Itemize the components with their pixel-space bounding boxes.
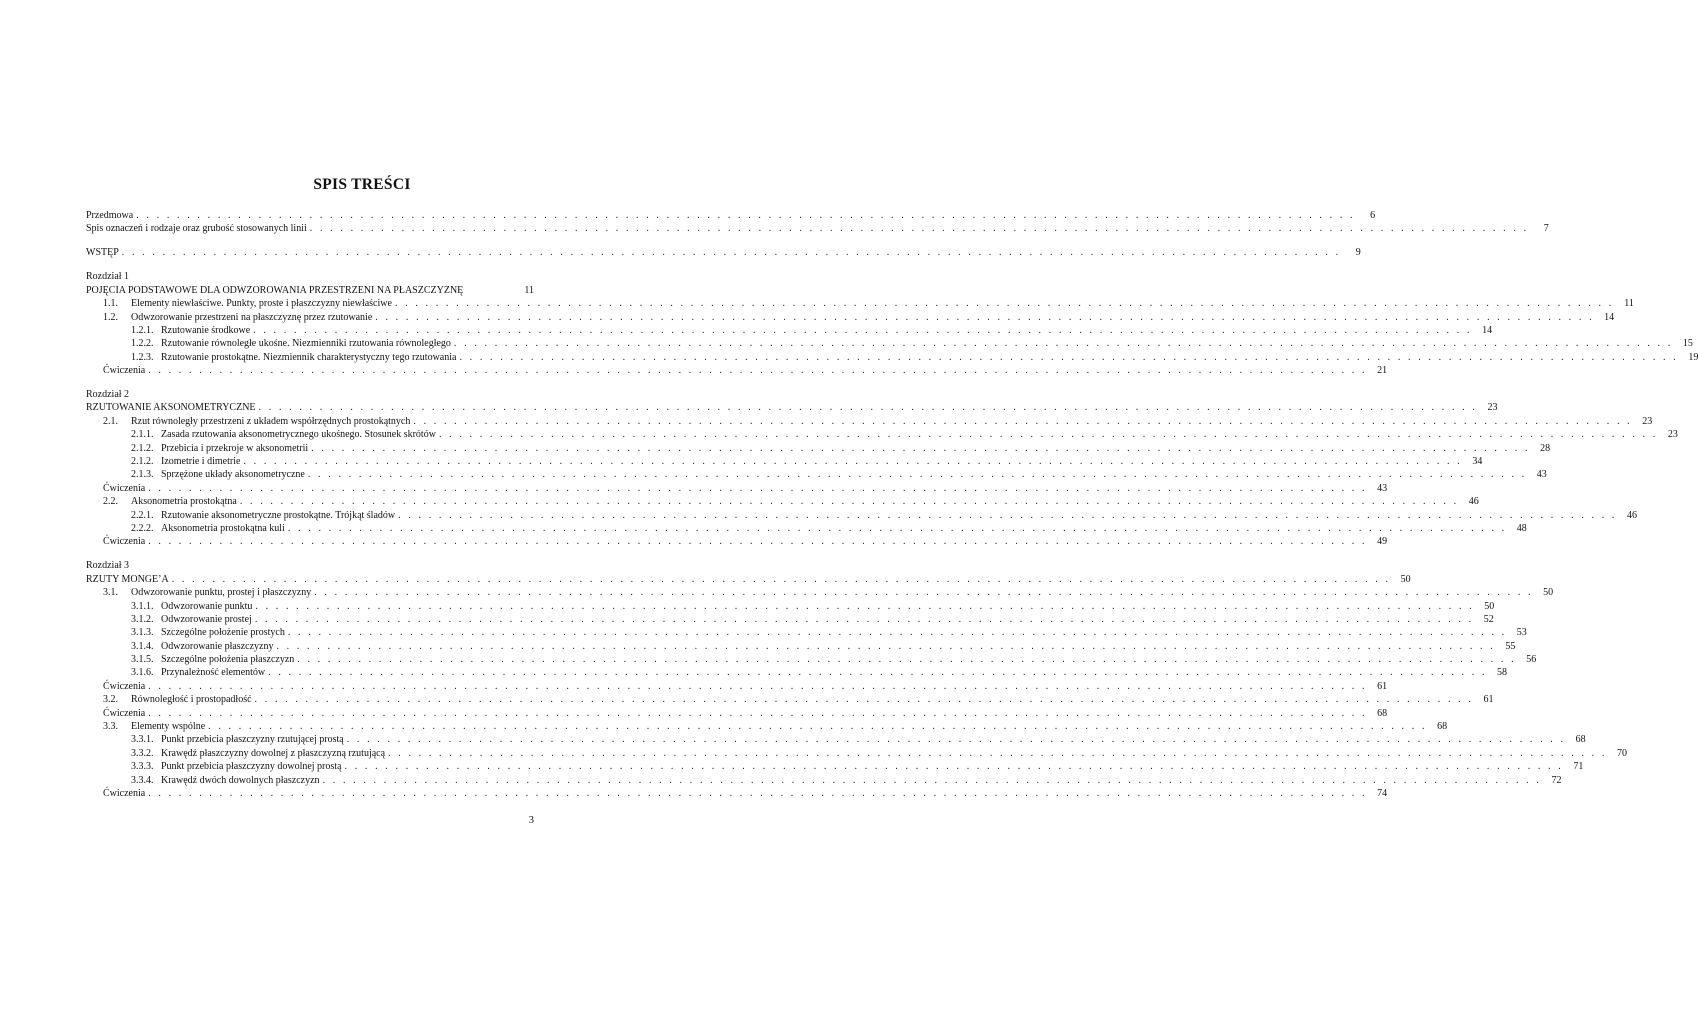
toc-entry-page: 23 <box>1667 429 1678 441</box>
toc-entry-label: Aksonometria prostokątna <box>131 496 237 508</box>
toc-entry-page: 34 <box>1472 456 1483 468</box>
toc-entry-page: 50 <box>1543 587 1554 599</box>
toc-entry-label: Zasada rzutowania aksonometrycznego ukośnego. Stosunek skrótów <box>161 429 436 441</box>
toc-entry <box>86 522 1527 535</box>
toc-entry-number: 3.1.6. <box>131 667 154 679</box>
dot-leader: . . . . . . . . . . . . . . . . . . . . . . . . . . . . . . . . . . . . . . . . . . . . . . . . . . . . . . . . . . . . . . . . . . . . . . . . . . . . . . . . . . . . . . . . . . . . . . . . . . . . . . . . . . . . . . . . . . . . . . . . <box>394 298 1614 310</box>
toc-entry-number: 3.1.5. <box>131 654 154 666</box>
toc-entry-label: Rzut równoległy przestrzeni z układem współrzędnych prostokątnych <box>131 415 411 427</box>
toc-entry-page: 23 <box>1487 402 1498 414</box>
toc-entry <box>86 337 1693 350</box>
toc-entry-number: 2.2.2. <box>131 522 154 534</box>
dot-leader: . . . . . . . . . . . . . . . . . . . . . . . . . . . . . . . . . . . . . . . . . . . . . . . . . . . . . . . . . . . . . . . . . . . . . . . . . . . . . . . . . . . . . . . . . . . . . . . . . . . . . . . . . . . . . . . . . . . . . . . . <box>148 707 1368 719</box>
toc-entry <box>86 640 1516 653</box>
dot-leader: . . . . . . . . . . . . . . . . . . . . . . . . . . . . . . . . . . . . . . . . . . . . . . . . . . . . . . . . . . . . . . . . . . . . . . . . . . . . . . . . . . . . . . . . . . . . . . . . . . . . . . . . . . . . . . . . . . . . . . . . <box>287 627 1507 639</box>
toc-entry <box>86 246 1361 259</box>
toc-entry-page: 58 <box>1497 667 1508 679</box>
toc-entry-page: 11 <box>1624 298 1634 310</box>
toc-entry-label: Rzutowanie równoległe ukośne. Niezmienniki rzutowania równoległego <box>161 338 451 350</box>
dot-leader: . . . . . . . . . . . . . . . . . . . . . . . . . . . . . . . . . . . . . . . . . . . . . . . . . . . . . . . . . . . . . . . . . . . . . . . . . . . . . . . . . . . . . . . . . . . . . . . . . . . . . . . . . . . . . . . . . . . . . . . . <box>136 210 1356 221</box>
dot-leader: . . . . . . . . . . . . . . . . . . . . . . . . . . . . . . . . . . . . . . . . . . . . . . . . . . . . . . . . . . . . . . . . . . . . . . . . . . . . . . . . . . . . . . . . . . . . . . . . . . . . . . . . . . . . . . . . . . . . . . . . <box>346 734 1566 746</box>
toc-entry-label: Krawędź dwóch dowolnych płaszczyzn <box>161 774 320 786</box>
toc-entry <box>86 468 1547 481</box>
toc-entry-page: 14 <box>1482 324 1493 336</box>
dot-leader: . . . . . . . . . . . . . . . . . . . . . . . . . . . . . . . . . . . . . . . . . . . . . . . . . . . . . . . . . . . . . . . . . . . . . . . . . . . . . . . . . . . . . . . . . . . . . . . . . . . . . . . . . . . . . . . . . . . . . . . . <box>307 469 1527 481</box>
page-folio: 3 <box>528 815 534 826</box>
toc-entry <box>86 600 1495 613</box>
dot-leader: . . . . . . . . . . . . . . . . . . . . . . . . . . . . . . . . . . . . . . . . . . . . . . . . . . . . . . . . . . . . . . . . . . . . . . . . . . . . . . . . . . . . . . . . . . . . . . . . . . . . . . . . . . . . . . . . . . . . . . . . <box>375 311 1595 323</box>
toc-entry <box>86 455 1483 468</box>
toc-entry-number: 3.1.2. <box>131 613 154 625</box>
toc-entry-number: 3.2. <box>103 694 118 706</box>
toc-entry-label: Rzutowanie aksonometryczne prostokątne. Trójkąt śladów <box>161 509 396 521</box>
toc-entry <box>86 388 534 401</box>
toc-entry-page: 52 <box>1483 613 1494 625</box>
toc-entry-number: 3.1. <box>103 587 118 599</box>
toc-entry-label: Odwzorowanie płaszczyzny <box>161 640 274 652</box>
toc-entry-label: Punkt przebicia płaszczyzny rzutującej prostą <box>161 734 344 746</box>
toc-entry-label: Odwzorowanie punktu, prostej i płaszczyzny <box>131 587 312 599</box>
toc-entry-page: 48 <box>1516 522 1527 534</box>
toc-entry-label: Ćwiczenia <box>103 788 146 799</box>
toc-entry-page: 70 <box>1616 747 1627 759</box>
toc-entry <box>86 364 1388 377</box>
table-of-contents <box>86 209 1698 800</box>
dot-leader: . . . . . . . . . . . . . . . . . . . . . . . . . . . . . . . . . . . . . . . . . . . . . . . . . . . . . . . . . . . . . . . . . . . . . . . . . . . . . . . . . . . . . . . . . . . . . . . . . . . . . . . . . . . . . . . . . . . . . . . . <box>276 640 1496 652</box>
toc-entry <box>86 482 1388 495</box>
toc-entry-page: 21 <box>1377 365 1388 377</box>
toc-entry-label: Odwzorowanie prostej <box>161 613 252 625</box>
toc-entry-page: 15 <box>1682 338 1693 350</box>
toc-entry-label: RZUTOWANIE AKSONOMETRYCZNE <box>86 402 256 414</box>
dot-leader: . . . . . . . . . . . . . . . . . . . . . . . . . . . . . . . . . . . . . . . . . . . . . . . . . . . . . . . . . . . . . . . . . . . . . . . . . . . . . . . . . . . . . . . . . . . . . . . . . . . . . . . . . . . . . . . . . . . . . . . . <box>253 324 1473 336</box>
toc-entry-label: WSTĘP <box>86 247 119 259</box>
toc-entry-page: 68 <box>1575 734 1586 746</box>
dot-leader: . . . . . . . . . . . . . . . . . . . . . . . . . . . . . . . . . . . . . . . . . . . . . . . . . . . . . . . . . . . . . . . . . . . . . . . . . . . . . . . . . . . . . . . . . . . . . . . . . . . . . . . . . . . . . . . . . . . . . . . . <box>322 774 1542 786</box>
toc-entry-number: 3.3.1. <box>131 734 154 746</box>
toc-entry <box>86 401 1498 414</box>
toc-entry <box>86 311 1615 324</box>
dot-leader: . . . . . . . . . . . . . . . . . . . . . . . . . . . . . . . . . . . . . . . . . . . . . . . . . . . . . . . . . . . . . . . . . . . . . . . . . . . . . . . . . . . . . . . . . . . . . . . . . . . . . . . . . . . . . . . . . . . . . . . . <box>398 509 1618 521</box>
toc-entry-number: 1.1. <box>103 298 118 310</box>
toc-entry-page: 46 <box>1627 509 1638 521</box>
dot-leader: . . . . . . . . . . . . . . . . . . . . . . . . . . . . . . . . . . . . . . . . . . . . . . . . . . . . . . . . . . . . . . . . . . . . . . . . . . . . . . . . . . . . . . . . . . . . . . . . . . . . . . . . . . . . . . . . . . . . . . . . <box>287 522 1507 534</box>
toc-entry-label: Ćwiczenia <box>103 680 146 692</box>
toc-entry-page: 72 <box>1551 774 1562 786</box>
toc-entry-page: 19 <box>1688 351 1698 363</box>
toc-entry-label: Przynależność elementów <box>161 667 266 679</box>
toc-entry <box>86 747 1627 760</box>
toc-entry <box>86 613 1494 626</box>
toc-entry-number: 2.1.3. <box>131 469 154 481</box>
toc-entry-label: Ćwiczenia <box>103 536 146 548</box>
toc-entry <box>86 733 1586 746</box>
toc-entry <box>86 351 1698 364</box>
toc-entry-page: 50 <box>1400 573 1411 585</box>
toc-entry <box>86 666 1508 679</box>
toc-entry-page: 7 <box>1543 223 1549 235</box>
toc-entry-label: Ćwiczenia <box>103 365 146 377</box>
toc-entry-label: POJĘCIA PODSTAWOWE DLA ODWZOROWANIA PRZESTRZENI NA PŁASZCZYZNĘ <box>86 284 464 296</box>
dot-leader: . . . . . . . . . . . . . . . . . . . . . . . . . . . . . . . . . . . . . . . . . . . . . . . . . . . . . . . . . . . . . . . . . . . . . . . . . . . . . . . . . . . . . . . . . . . . . . . . . . . . . . . . . . . . . . . . . . . . . . . . <box>438 429 1658 441</box>
toc-entry-page: 61 <box>1377 680 1388 692</box>
toc-entry-label: Sprzężone układy aksonometryczne <box>161 469 305 481</box>
toc-entry-label: Rozdział 1 <box>86 271 130 283</box>
dot-leader: . . . . . . . . . . . . . . . . . . . . . . . . . . . . . . . . . . . . . . . . . . . . . . . . . . . . . . . . . . . . . . . . . . . . . . . . . . . . . . . . . . . . . . . . . . . . . . . . . . . . . . . . . . . . . . . . . . . . . . . . <box>453 338 1673 350</box>
toc-entry-page: 23 <box>1642 415 1653 427</box>
toc-entry-label: Szczególne położenia płaszczyzn <box>161 654 295 666</box>
toc-entry <box>86 559 534 572</box>
toc-entry-page: 43 <box>1536 469 1547 481</box>
toc-entry-page: 14 <box>1604 311 1615 323</box>
toc-entry-page: 55 <box>1505 640 1516 652</box>
toc-entry <box>86 428 1678 441</box>
toc-entry <box>86 760 1584 773</box>
toc-entry-label: Przedmowa <box>86 210 134 221</box>
dot-leader: . . . . . . . . . . . . . . . . . . . . . . . . . . . . . . . . . . . . . . . . . . . . . . . . . . . . . . . . . . . . . . . . . . . . . . . . . . . . . . . . . . . . . . . . . . . . . . . . . . . . . . . . . . . . . . . . . . . . . . . . <box>148 536 1368 548</box>
toc-entry <box>86 586 1554 599</box>
toc-entry-page: 28 <box>1540 442 1551 454</box>
dot-leader: . . . . . . . . . . . . . . . . . . . . . . . . . . . . . . . . . . . . . . . . . . . . . . . . . . . . . . . . . . . . . . . . . . . . . . . . . . . . . . . . . . . . . . . . . . . . . . . . . . . . . . . . . . . . . . . . . . . . . . . . <box>388 747 1607 759</box>
toc-entry <box>86 573 1411 586</box>
toc-entry <box>86 535 1388 548</box>
dot-leader: . . . . . . . . . . . . . . . . . . . . . . . . . . . . . . . . . . . . . . . . . . . . . . . . . . . . . . . . . . . . . . . . . . . . . . . . . . . . . . . . . . . . . . . . . . . . . . . . . . . . . . . . . . . . . . . . . . . . . . . . <box>413 415 1633 427</box>
toc-entry-page: 49 <box>1377 536 1388 548</box>
toc-entry-number: 2.2. <box>103 496 118 508</box>
dot-leader: . . . . . . . . . . . . . . . . . . . . . . . . . . . . . . . . . . . . . . . . . . . . . . . . . . . . . . . . . . . . . . . . . . . . . . . . . . . . . . . . . . . . . . . . . . . . . . . . . . . . . . . . . . . . . . . . . . . . . . . . <box>148 680 1368 692</box>
toc-entry-label: RZUTY MONGE’A <box>86 573 169 585</box>
toc-entry <box>86 707 1388 720</box>
toc-entry <box>86 495 1479 508</box>
toc-entry-page: 68 <box>1377 707 1388 719</box>
toc-entry-label: Elementy niewłaściwe. Punkty, proste i płaszczyzny niewłaściwe <box>131 298 392 310</box>
toc-entry-page: 56 <box>1526 654 1537 666</box>
toc-entry-page: 43 <box>1377 482 1388 494</box>
dot-leader: . . . . . . . . . . . . . . . . . . . . . . . . . . . . . . . . . . . . . . . . . . . . . . . . . . . . . . . . . . . . . . . . . . . . . . . . . . . . . . . . . . . . . . . . . . . . . . . . . . . . . . . . . . . . . . . . . . . . . . . . <box>459 351 1679 363</box>
toc-entry-label: Aksonometria prostokątna kuli <box>161 522 285 534</box>
toc-entry <box>86 774 1562 787</box>
toc-entry-label: Krawędź płaszczyzny dowolnej z płaszczyzną rzutującą <box>161 747 386 759</box>
toc-entry-page: 53 <box>1516 627 1527 639</box>
dot-leader: . . . . . . . . . . . . . . . . . . . . . . . . . . . . . . . . . . . . . . . . . . . . . . . . . . . . . . . . . . . . . . . . . . . . . . . . . . . . . . . . . . . . . . . . . . . . . . . . . . . . . . . . . . . . . . . . . . . . . . . . <box>148 788 1368 799</box>
toc-entry-label: Izometrie i dimetrie <box>161 456 241 468</box>
toc-entry-label: Punkt przebicia płaszczyzny dowolnej prostą <box>161 761 342 773</box>
toc-entry <box>86 653 1537 666</box>
toc-entry <box>86 626 1527 639</box>
toc-entry-number: 1.2.3. <box>131 351 154 363</box>
toc-entry-number: 3.1.3. <box>131 627 154 639</box>
toc-entry-page: 9 <box>1355 247 1361 259</box>
dot-leader: . . . . . . . . . . . . . . . . . . . . . . . . . . . . . . . . . . . . . . . . . . . . . . . . . . . . . . . . . . . . . . . . . . . . . . . . . . . . . . . . . . . . . . . . . . . . . . . . . . . . . . . . . . . . . . . . . . . . . . . . <box>148 365 1368 377</box>
toc-entry-number: 1.2. <box>103 311 118 323</box>
toc-entry <box>86 209 1376 222</box>
dot-leader: . . . . . . . . . . . . . . . . . . . . . . . . . . . . . . . . . . . . . . . . . . . . . . . . . . . . . . . . . . . . . . . . . . . . . . . . . . . . . . . . . . . . . . . . . . . . . . . . . . . . . . . . . . . . . . . . . . . . . . . . <box>208 721 1428 733</box>
toc-entry-label: Rzutowanie prostokątne. Niezmiennik charakterystyczny tego rzutowania <box>161 351 457 363</box>
toc-entry-label: Ćwiczenia <box>103 482 146 494</box>
toc-entry-number: 3.3. <box>103 721 118 733</box>
toc-entry-label: Elementy wspólne <box>131 721 206 733</box>
toc-entry-number: 2.1.1. <box>131 429 154 441</box>
toc-entry-page: 71 <box>1573 761 1584 773</box>
dot-leader: . . . . . . . . . . . . . . . . . . . . . . . . . . . . . . . . . . . . . . . . . . . . . . . . . . . . . . . . . . . . . . . . . . . . . . . . . . . . . . . . . . . . . . . . . . . . . . . . . . . . . . . . . . . . . . . . . . . . . . . . <box>309 223 1529 235</box>
toc-entry-label: Rzutowanie środkowe <box>161 324 251 336</box>
toc-entry-number: 2.1.2. <box>131 456 154 468</box>
dot-leader: . . . . . . . . . . . . . . . . . . . . . . . . . . . . . . . . . . . . . . . . . . . . . . . . . . . . . . . . . . . . . . . . . . . . . . . . . . . . . . . . . . . . . . . . . . . . . . . . . . . . . . . . . . . . . . . . . . . . . . . . <box>254 613 1474 625</box>
toc-entry-label: Odwzorowanie punktu <box>161 600 253 612</box>
toc-entry-number: 3.3.3. <box>131 761 154 773</box>
dot-leader: . . . . . . . . . . . . . . . . . . . . . . . . . . . . . . . . . . . . . . . . . . . . . . . . . . . . . . . . . . . . . . . . . . . . . . . . . . . . . . . . . . . . . . . . . . . . . . . . . . . . . . . . . . . . . . . . . . . . . . . . <box>121 247 1341 259</box>
toc-entry-label: Rozdział 2 <box>86 389 130 401</box>
toc-entry <box>86 415 1653 428</box>
toc-entry-number: 2.2.1. <box>131 509 154 521</box>
toc-entry-page: 46 <box>1468 496 1479 508</box>
toc-entry-label: Równoległość i prostopadłość <box>131 694 252 706</box>
toc-entry-label: Przebicia i przekroje w aksonometrii <box>161 442 309 454</box>
toc-entry <box>86 693 1494 706</box>
toc-entry-page: 74 <box>1377 788 1388 799</box>
dot-leader: . . . . . . . . . . . . . . . . . . . . . . . . . . . . . . . . . . . . . . . . . . . . . . . . . . . . . . . . . . . . . . . . . . . . . . . . . . . . . . . . . . . . . . . . . . . . . . . . . . . . . . . . . . . . . . . . . . . . . . . . <box>314 587 1534 599</box>
toc-entry <box>86 509 1638 522</box>
dot-leader: . . . . . . . . . . . . . . . . . . . . . . . . . . . . . . . . . . . . . . . . . . . . . . . . . . . . . . . . . . . . . . . . . . . . . . . . . . . . . . . . . . . . . . . . . . . . . . . . . . . . . . . . . . . . . . . . . . . . . . . . <box>243 456 1463 468</box>
toc-entry-label: Spis oznaczeń i rodzaje oraz grubość stosowanych linii <box>86 223 307 235</box>
toc-entry-number: 3.3.2. <box>131 747 154 759</box>
toc-entry-number: 3.1.4. <box>131 640 154 652</box>
toc-entry-number: 1.2.1. <box>131 324 154 336</box>
toc-entry-label: Szczególne położenie prostych <box>161 627 285 639</box>
dot-leader: . . . . . . . . . . . . . . . . . . . . . . . . . . . . . . . . . . . . . . . . . . . . . . . . . . . . . . . . . . . . . . . . . . . . . . . . . . . . . . . . . . . . . . . . . . . . . . . . . . . . . . . . . . . . . . . . . . . . . . . . <box>297 654 1517 666</box>
toc-entry-label: Rozdział 3 <box>86 560 130 572</box>
toc-entry-number: 1.2.2. <box>131 338 154 350</box>
toc-entry <box>86 324 1493 337</box>
toc-entry <box>86 297 1634 310</box>
dot-leader: . . . . . . . . . . . . . . . . . . . . . . . . . . . . . . . . . . . . . . . . . . . . . . . . . . . . . . . . . . . . . . . . . . . . . . . . . . . . . . . . . . . . . . . . . . . . . . . . . . . . . . . . . . . . . . . . . . . . . . . . <box>239 496 1459 508</box>
dot-leader: . . . . . . . . . . . . . . . . . . . . . . . . . . . . . . . . . . . . . . . . . . . . . . . . . . . . . . . . . . . . . . . . . . . . . . . . . . . . . . . . . . . . . . . . . . . . . . . . . . . . . . . . . . . . . . . . . . . . . . . . <box>258 402 1478 414</box>
toc-entry-number: 3.3.4. <box>131 774 154 786</box>
dot-leader: . . . . . . . . . . . . . . . . . . . . . . . . . . . . . . . . . . . . . . . . . . . . . . . . . . . . . . . . . . . . . . . . . . . . . . . . . . . . . . . . . . . . . . . . . . . . . . . . . . . . . . . . . . . . . . . . . . . . . . . . <box>255 600 1475 612</box>
toc-entry <box>86 720 1448 733</box>
toc-entry <box>86 222 1549 235</box>
toc-entry <box>86 284 534 297</box>
toc-entry-page: 50 <box>1484 600 1495 612</box>
toc-entry-page: 68 <box>1437 721 1448 733</box>
dot-leader: . . . . . . . . . . . . . . . . . . . . . . . . . . . . . . . . . . . . . . . . . . . . . . . . . . . . . . . . . . . . . . . . . . . . . . . . . . . . . . . . . . . . . . . . . . . . . . . . . . . . . . . . . . . . . . . . . . . . . . . . <box>254 694 1474 706</box>
dot-leader: . . . . . . . . . . . . . . . . . . . . . . . . . . . . . . . . . . . . . . . . . . . . . . . . . . . . . . . . . . . . . . . . . . . . . . . . . . . . . . . . . . . . . . . . . . . . . . . . . . . . . . . . . . . . . . . . . . . . . . . . <box>148 482 1368 494</box>
dot-leader: . . . . . . . . . . . . . . . . . . . . . . . . . . . . . . . . . . . . . . . . . . . . . . . . . . . . . . . . . . . . . . . . . . . . . . . . . . . . . . . . . . . . . . . . . . . . . . . . . . . . . . . . . . . . . . . . . . . . . . . . <box>311 442 1531 454</box>
toc-entry <box>86 787 1388 800</box>
dot-leader: . . . . . . . . . . . . . . . . . . . . . . . . . . . . . . . . . . . . . . . . . . . . . . . . . . . . . . . . . . . . . . . . . . . . . . . . . . . . . . . . . . . . . . . . . . . . . . . . . . . . . . . . . . . . . . . . . . . . . . . . <box>344 761 1564 773</box>
toc-entry <box>86 270 534 283</box>
toc-entry-label: Odwzorowanie przestrzeni na płaszczyznę przez rzutowanie <box>131 311 373 323</box>
toc-entry-number: 3.1.1. <box>131 600 154 612</box>
dot-leader: . . . . . . . . . . . . . . . . . . . . . . . . . . . . . . . . . . . . . . . . . . . . . . . . . . . . . . . . . . . . . . . . . . . . . . . . . . . . . . . . . . . . . . . . . . . . . . . . . . . . . . . . . . . . . . . . . . . . . . . . <box>268 667 1488 679</box>
toc-entry <box>86 442 1551 455</box>
dot-leader: . . . . . . . . . . . . . . . . . . . . . . . . . . . . . . . . . . . . . . . . . . . . . . . . . . . . . . . . . . . . . . . . . . . . . . . . . . . . . . . . . . . . . . . . . . . . . . . . . . . . . . . . . . . . . . . . . . . . . . . . <box>171 573 1391 585</box>
toc-entry-number: 2.1. <box>103 415 118 427</box>
toc-entry <box>86 680 1388 693</box>
toc-entry-label: Ćwiczenia <box>103 707 146 719</box>
toc-entry-page: 61 <box>1483 694 1494 706</box>
toc-entry-page: 11 <box>524 284 534 296</box>
page-title: SPIS TREŚCI <box>313 176 411 193</box>
toc-entry-page: 6 <box>1370 210 1376 221</box>
toc-entry-number: 2.1.2. <box>131 442 154 454</box>
